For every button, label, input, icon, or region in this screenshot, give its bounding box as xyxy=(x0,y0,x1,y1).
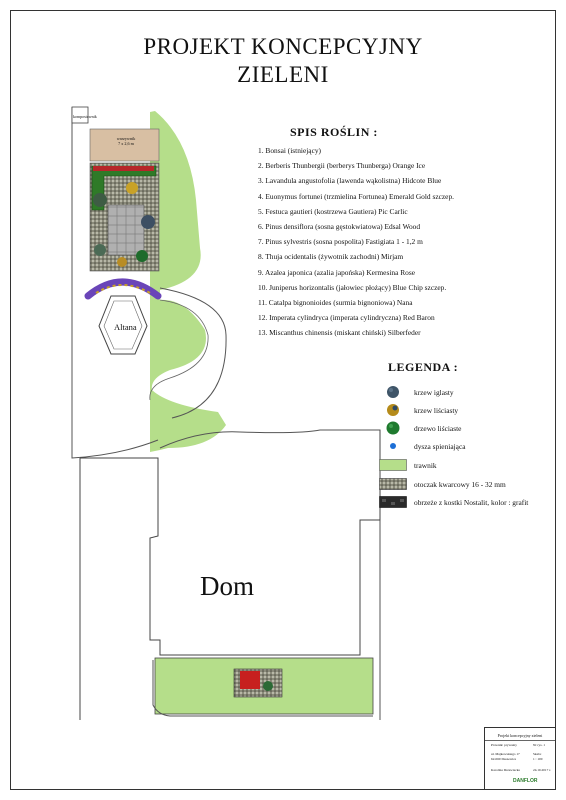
plant-list-item: 3. Lavandula angustofolia (lawenda wąkolistna) Hidcote Blue xyxy=(258,176,442,186)
title-block-scale-label: Skala: xyxy=(533,752,542,756)
lawn-area xyxy=(150,111,226,452)
plant-list-item: 13. Miscanthus chinensis (miskant chiński) Silberfeder xyxy=(258,328,421,338)
title-block-date: 24.10.2017 r. xyxy=(533,768,551,772)
conifer-shrub-icon xyxy=(386,385,400,399)
deciduous-shrub-icon xyxy=(386,403,400,417)
company-logo-text: DANFLOR xyxy=(513,778,538,784)
shrub-2 xyxy=(126,182,138,194)
lavender-arc xyxy=(88,282,158,296)
red-shrub xyxy=(93,166,154,171)
vegetable-bed-size: 7 x 2,6 m xyxy=(118,141,134,146)
plant-list-item: 11. Catalpa bignonioides (surmia bignoniowa) Nana xyxy=(258,298,413,308)
legend-item-lawn xyxy=(378,457,437,473)
legend-label: drzewo liściaste xyxy=(414,423,462,433)
legend-item-deciduous-tree xyxy=(378,420,461,436)
title-block-scale: 1 : 100 xyxy=(533,757,543,761)
gravel-swatch xyxy=(379,478,407,490)
plant-list-item: 1. Bonsai (istniejący) xyxy=(258,146,322,155)
company-logo xyxy=(513,778,537,784)
shrub-5 xyxy=(94,244,106,256)
deciduous-tree-icon xyxy=(386,421,400,435)
title-block-author: Karolina Drzewiecka xyxy=(491,768,520,772)
plant-list-item: 7. Pinus sylvestris (sosna pospolita) Fastigiata 1 - 1,2 m xyxy=(258,237,423,247)
plant-list-item: 9. Azalea japonica (azalia japońska) Kermesina Rose xyxy=(258,267,415,277)
title-block-project: Projekt koncepcyjny zieleni xyxy=(485,731,555,741)
lawn-swatch xyxy=(379,459,407,471)
plant-list-item: 6. Pinus densiflora (sosna gęstokwiatowa) Edsal Wood xyxy=(258,222,421,232)
page-title: PROJEKT KONCEPCYJNY xyxy=(143,34,423,59)
nozzle-icon xyxy=(386,439,400,453)
legend-label: krzew liściasty xyxy=(414,405,459,415)
terrace-plant xyxy=(240,671,260,689)
compost-label: kompostownik xyxy=(73,114,97,119)
edging-swatch xyxy=(379,496,407,508)
legend-item-nozzle xyxy=(378,438,466,454)
legend-item-conifer xyxy=(378,384,454,400)
legend-label: trawnik xyxy=(414,460,437,470)
paving-square xyxy=(108,205,144,255)
shrub-1 xyxy=(93,193,107,207)
shrub-3 xyxy=(141,215,155,229)
plant-list-item: 5. Festuca gautieri (kostrzewa Gautiera) Pic Carlic xyxy=(258,206,408,216)
legend-label: obrzeże z kostki Nostalit, kolor : grafit xyxy=(414,497,529,507)
title-block-address-1: ul. Majkowskiego 17 xyxy=(491,752,520,756)
title-block-investor: Prawnik: prywatny xyxy=(491,743,517,747)
plant-list-heading: SPIS ROŚLIN : xyxy=(290,125,378,139)
plant-list-item: 10. Juniperus horizontalis (jałowiec płożący) Blue Chip szczep. xyxy=(258,282,447,292)
shrub-6 xyxy=(117,257,127,267)
plant-list-item: 2. Berberis Thunbergii (berberys Thunberga) Orange Ice xyxy=(258,161,426,171)
shrub-4 xyxy=(136,250,148,262)
title-block-address-2: 62-060 Daszewice xyxy=(491,757,517,761)
legend-label: otoczak kwarcowy 16 - 32 mm xyxy=(414,479,506,489)
legend-item-edging xyxy=(378,494,528,510)
legend-label: dysza spieniająca xyxy=(414,441,466,451)
house-label: Dom xyxy=(200,571,254,601)
plant-list-item: 12. Imperata cylindryca (imperata cylindryczna) Red Baron xyxy=(258,313,435,323)
legend-label: krzew iglasty xyxy=(414,387,454,397)
legend-item-gravel xyxy=(378,476,506,492)
legend-item-deciduous-shrub xyxy=(378,402,458,418)
title-block xyxy=(484,727,556,790)
page-subtitle: ZIELENI xyxy=(237,62,329,87)
vegetable-bed-label xyxy=(95,136,157,146)
plant-list-item: 4. Euonymus fortunei (trzmielina Fortunea) Emerald Gold szczep. xyxy=(258,191,454,201)
plant-list xyxy=(258,143,454,341)
terrace-shrub xyxy=(263,681,273,691)
gazebo-label: Altana xyxy=(114,322,137,332)
legend-heading: LEGENDA : xyxy=(388,360,459,374)
title-block-sheet: Nr rys. 1 xyxy=(533,743,545,747)
plant-list-item: 8. Thuja ocidentalis (żywotnik zachodni) Mirjam xyxy=(258,252,404,262)
vegetable-bed-name: warzywnik xyxy=(116,136,136,141)
